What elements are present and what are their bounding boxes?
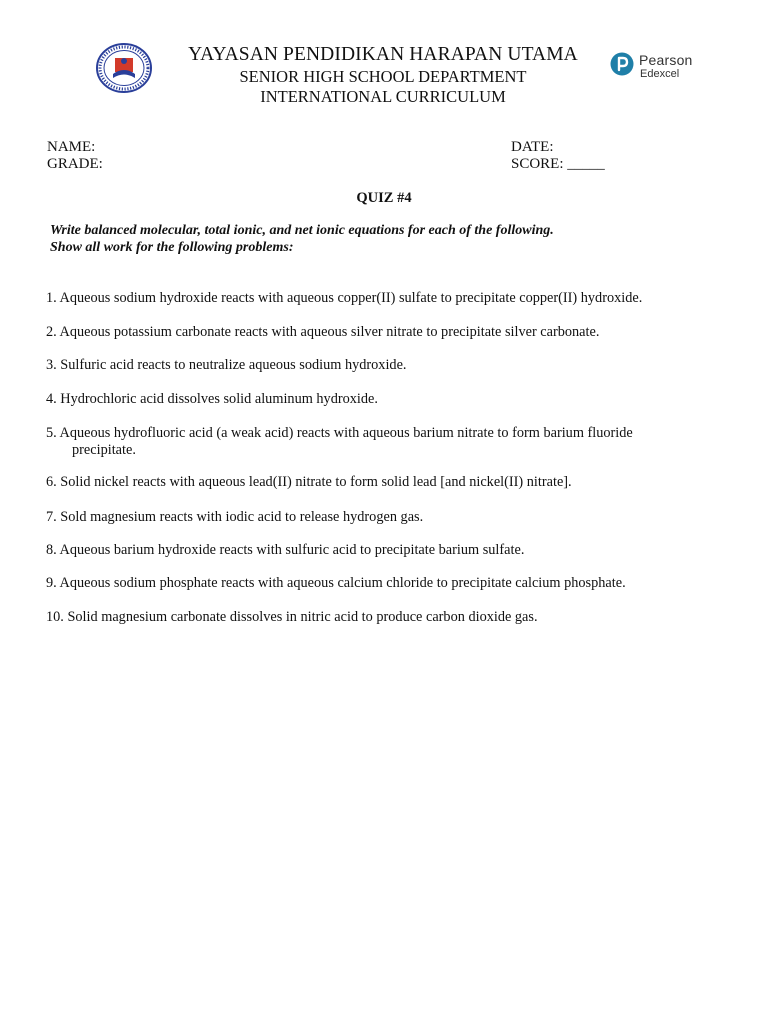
- date-label: DATE:: [511, 139, 554, 155]
- question-item: [46, 391, 736, 408]
- question-text: 6. Solid nickel reacts with aqueous lead(II) nitrate to form solid lead [and nickel(II) nitrate].: [46, 474, 572, 490]
- edexcel-wordmark: Edexcel: [640, 68, 680, 80]
- pearson-wordmark: Pearson: [639, 52, 693, 68]
- name-label: NAME:: [47, 139, 96, 155]
- instruction-line-1: Write balanced molecular, total ionic, and net ionic equations for each of the following.: [50, 223, 554, 238]
- score-label: SCORE: _____: [511, 156, 605, 172]
- question-text: 5. Aqueous hydrofluoric acid (a weak acid) reacts with aqueous barium nitrate to form barium fluoride: [46, 425, 633, 441]
- question-item: [46, 425, 736, 459]
- question-item: [46, 575, 736, 592]
- department-title: SENIOR HIGH SCHOOL DEPARTMENT: [239, 67, 527, 86]
- question-text: 3. Sulfuric acid reacts to neutralize aqueous sodium hydroxide.: [46, 357, 407, 373]
- question-item: [46, 324, 736, 341]
- pearson-edexcel-logo: [610, 50, 702, 80]
- question-text: 7. Sold magnesium reacts with iodic acid to release hydrogen gas.: [46, 509, 424, 525]
- school-crest-icon: [95, 42, 153, 94]
- question-text: 2. Aqueous potassium carbonate reacts with aqueous silver nitrate to precipitate silver carbonate.: [46, 324, 600, 340]
- quiz-title: QUIZ #4: [356, 190, 412, 206]
- question-item: [46, 357, 736, 374]
- question-text: 1. Aqueous sodium hydroxide reacts with aqueous copper(II) sulfate to precipitate copper(II) hydroxide.: [46, 290, 643, 306]
- question-text: 10. Solid magnesium carbonate dissolves in nitric acid to produce carbon dioxide gas.: [46, 609, 538, 625]
- school-title: YAYASAN PENDIDIKAN HARAPAN UTAMA: [188, 44, 578, 65]
- grade-label: GRADE:: [47, 156, 103, 172]
- question-text-continued: precipitate.: [72, 442, 136, 458]
- question-item: [46, 542, 736, 559]
- instruction-line-2: Show all work for the following problems:: [50, 240, 294, 255]
- curriculum-title: INTERNATIONAL CURRICULUM: [260, 87, 506, 106]
- question-item: [46, 609, 736, 626]
- question-item: [46, 474, 736, 491]
- question-item: [46, 290, 736, 307]
- question-text: 4. Hydrochloric acid dissolves solid aluminum hydroxide.: [46, 391, 378, 407]
- question-text: 8. Aqueous barium hydroxide reacts with sulfuric acid to precipitate barium sulfate.: [46, 542, 525, 558]
- question-item: [46, 509, 736, 526]
- pearson-logo-icon: [610, 52, 634, 76]
- question-text: 9. Aqueous sodium phosphate reacts with aqueous calcium chloride to precipitate calcium phosphate.: [46, 575, 626, 591]
